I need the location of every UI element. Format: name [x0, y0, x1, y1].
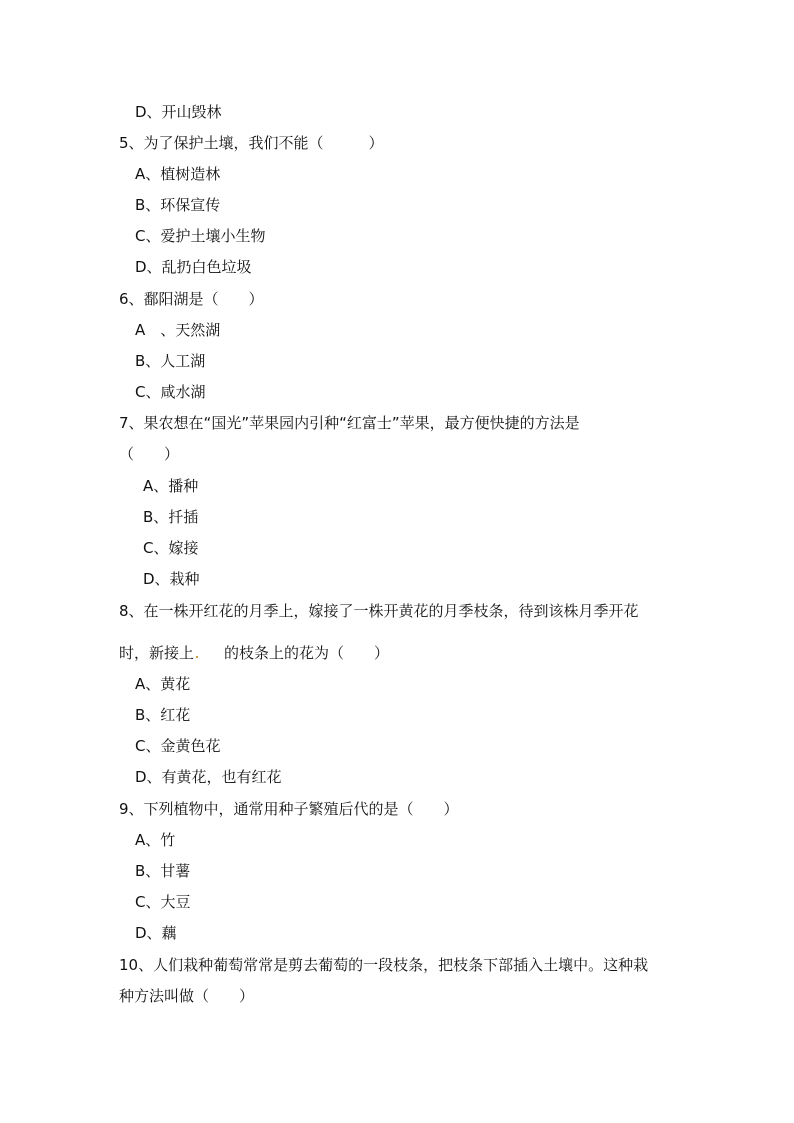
option-7b: B、扦插	[143, 508, 199, 526]
question-7-continuation: （ ）	[119, 445, 180, 463]
question-8-continuation-part-b: 的枝条上的花为（ ）	[224, 644, 390, 662]
option-9d: D、藕	[135, 924, 177, 942]
option-6c: C、咸水湖	[135, 383, 206, 401]
option-9a: A、竹	[135, 831, 176, 849]
question-5: 5、为了保护土壤，我们不能（ ）	[119, 134, 384, 152]
question-8-continuation	[119, 643, 389, 663]
question-8: 8、在一株开红花的月季上，嫁接了一株开黄花的月季枝条，待到该株月季开花	[119, 602, 639, 620]
question-10-continuation: 种方法叫做（ ）	[119, 987, 255, 1005]
option-6a: A 、天然湖	[135, 321, 221, 339]
option-8c: C、金黄色花	[135, 737, 221, 755]
option-5c: C、爱护土壤小生物	[135, 227, 266, 245]
question-7: 7、果农想在“国光”苹果园内引种“红富士”苹果，最方便快捷的方法是	[119, 414, 580, 432]
option-7d: D、栽种	[143, 570, 200, 588]
option-5d: D、乱扔白色垃圾	[135, 258, 252, 276]
option-5b: B、环保宣传	[135, 196, 221, 214]
option-4d: D、开山毁林	[135, 103, 222, 121]
question-10: 10、人们栽种葡萄常常是剪去葡萄的一段枝条，把枝条下部插入土壤中。这种栽	[119, 956, 649, 974]
stray-mark	[196, 656, 198, 658]
option-8d: D、有黄花，也有红花	[135, 768, 282, 786]
question-9: 9、下列植物中，通常用种子繁殖后代的是（ ）	[119, 800, 459, 818]
option-9c: C、大豆	[135, 893, 191, 911]
option-5a: A、植树造林	[135, 165, 221, 183]
question-6: 6、鄱阳湖是（ ）	[119, 290, 264, 308]
option-7c: C、嫁接	[143, 539, 199, 557]
option-8b: B、红花	[135, 706, 191, 724]
option-9b: B、甘薯	[135, 862, 191, 880]
option-7a: A、播种	[143, 477, 199, 495]
question-8-continuation-part-a: 时，新接上	[119, 644, 195, 662]
option-8a: A、黄花	[135, 675, 191, 693]
option-6b: B、人工湖	[135, 352, 206, 370]
